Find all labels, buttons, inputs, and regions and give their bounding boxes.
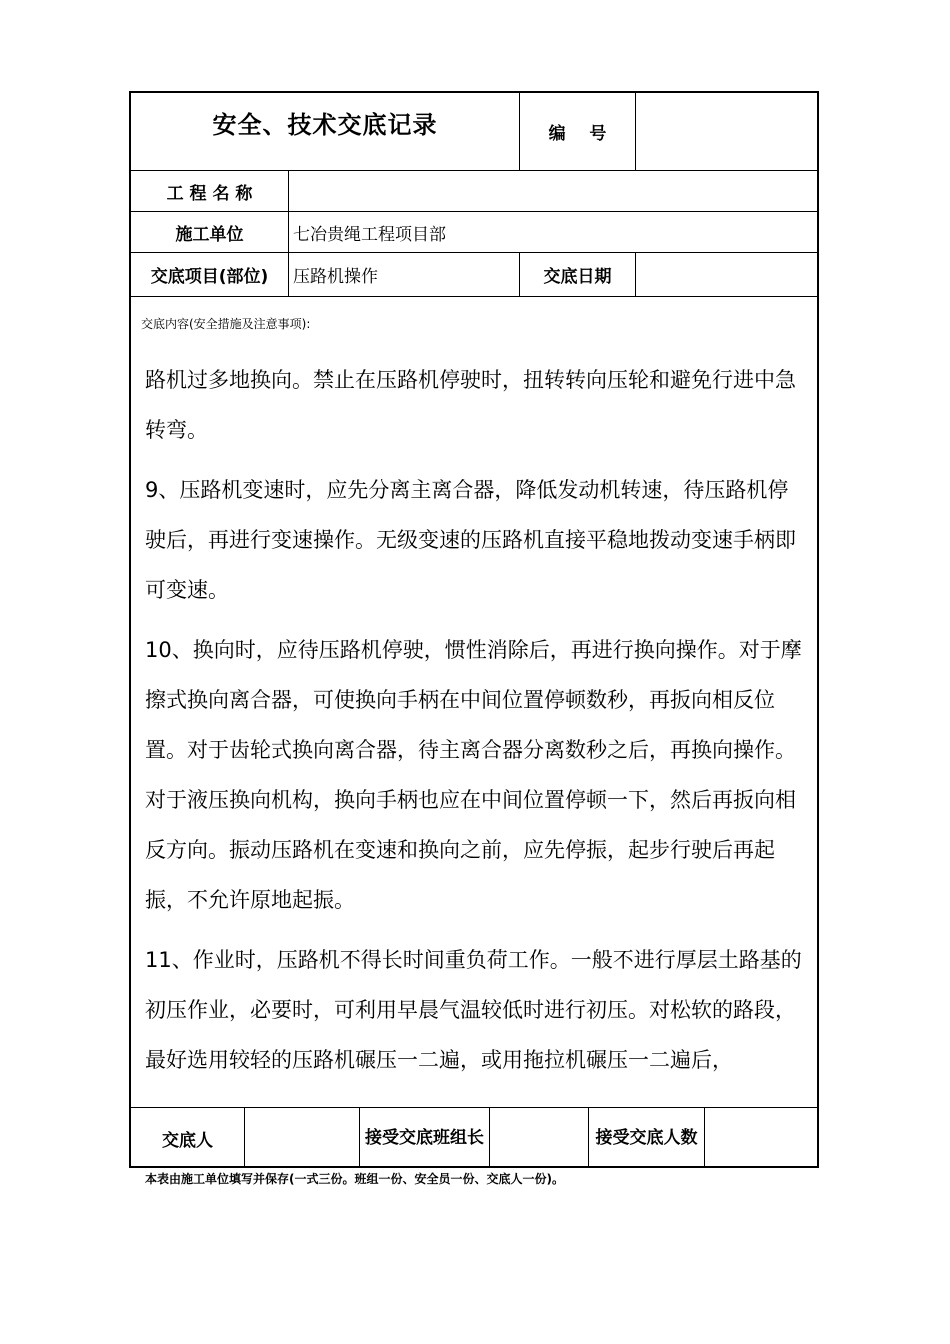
unit-label: 施工单位 — [175, 224, 244, 245]
content-paragraph: 9、压路机变速时，应先分离主离合器，降低发动机转速，待压路机停驶后，再进行变速操作。无级变速的压路机直接平稳地拨动变速手柄即可变速。 — [145, 478, 796, 602]
date-label: 交底日期 — [543, 267, 612, 287]
content-heading: 交底内容(安全措施及注意事项): — [141, 317, 311, 331]
content-body — [145, 355, 805, 1095]
unit-value[interactable]: 七冶贵绳工程项目部 — [293, 224, 446, 245]
receiver-leader-value[interactable] — [490, 1108, 588, 1168]
content-paragraph: 11、作业时，压路机不得长时间重负荷工作。一般不进行厚层土路基的初压作业，必要时，可利用早晨气温较低时进行初压。对松软的路段，最好选用较轻的压路机碾压一二遍，或用拖拉机碾压一二遍后， — [145, 948, 802, 1072]
form-title: 安全、技术交底记录 — [212, 110, 438, 139]
footer-note: 本表由施工单位填写并保存(一式三份。班组一份、安全员一份、交底人一份)。 — [145, 1172, 564, 1186]
item-value[interactable]: 压路机操作 — [293, 267, 378, 287]
briefer-value[interactable] — [245, 1108, 359, 1168]
number-value[interactable] — [636, 93, 819, 170]
receiver-count-value[interactable] — [705, 1108, 819, 1168]
briefer-label: 交底人 — [162, 1130, 213, 1151]
receiver-leader-label: 接受交底班组长 — [365, 1128, 484, 1148]
date-value[interactable] — [636, 253, 819, 296]
project-name-value[interactable] — [289, 171, 819, 211]
project-name-label: 工 程 名 称 — [166, 183, 253, 204]
content-paragraph: 路机过多地换向。禁止在压路机停驶时，扭转转向压轮和避免行进中急转弯。 — [145, 368, 796, 442]
number-label: 编 号 — [548, 124, 607, 144]
briefing-form — [129, 91, 819, 1168]
item-label: 交底项目(部位) — [150, 267, 269, 287]
receiver-count-label: 接受交底人数 — [595, 1128, 698, 1148]
row-divider — [131, 296, 817, 297]
content-paragraph: 10、换向时，应待压路机停驶，惯性消除后，再进行换向操作。对于摩擦式换向离合器，可使换向手柄在中间位置停顿数秒，再扳向相反位置。对于齿轮式换向离合器，待主离合器分离数秒之后，再换向操作。对于液压换向机构，换向手柄也应在中间位置停顿一下，然后再扳向相反方向。振动压路机在变速和换向之前，应先停振，起步行驶后再起振，不允许原地起振。 — [145, 638, 802, 912]
